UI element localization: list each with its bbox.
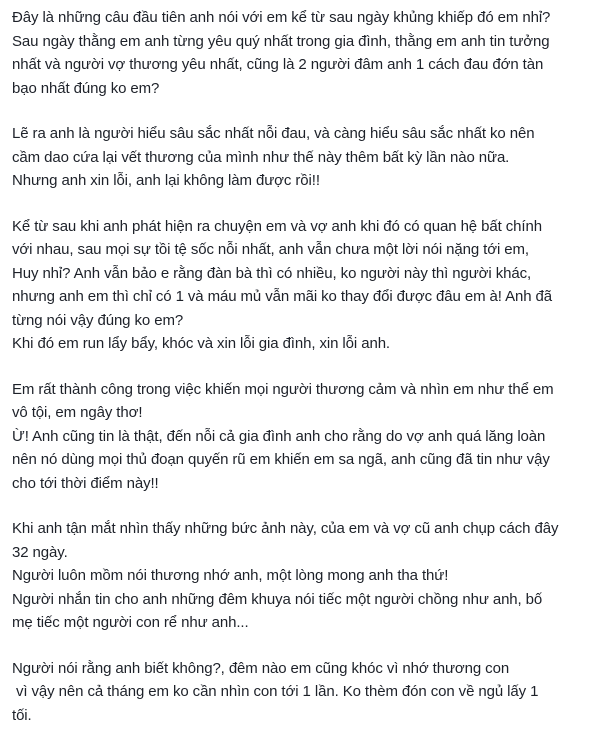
text-line: vì vậy nên cả tháng em ko cần nhìn con tới 1 lần. Ko thèm đón con về ngủ lấy 1: [16, 683, 539, 700]
text-line: từng nói vậy đúng ko em?: [12, 311, 184, 329]
text-line: Em rất thành công trong việc khiến mọi người thương cảm và nhìn em như thể em: [12, 380, 554, 398]
post-body-text: [12, 6, 596, 749]
paragraph-5: [12, 517, 596, 635]
text-line: Huy nhỉ? Anh vẫn bảo e rằng đàn bà thì có nhiều, ko người này thì người khác,: [12, 264, 532, 282]
text-line: Kể từ sau khi anh phát hiện ra chuyện em và vợ anh khi đó có quan hệ bất chính: [12, 217, 542, 235]
paragraph-4: [12, 378, 596, 496]
text-line: với nhau, sau mọi sự tồi tệ sốc nỗi nhất, anh vẫn chưa một lời nói nặng tới em,: [12, 241, 529, 258]
text-line: Đây là những câu đầu tiên anh nói với em kể từ sau ngày khủng khiếp đó em nhỉ?: [12, 9, 551, 26]
text-line: Ừ! Anh cũng tin là thật, đến nỗi cả gia đình anh cho rằng do vợ anh quá lăng loàn: [12, 427, 546, 445]
text-line: Người luôn mồm nói thương nhớ anh, một lòng mong anh tha thứ!: [12, 567, 449, 584]
text-line: cho tới thời điểm này!!: [12, 474, 159, 492]
text-line: Người nói rằng anh biết không?, đêm nào em cũng khóc vì nhớ thương con: [12, 659, 510, 677]
text-line: mẹ tiếc một người con rể như anh...: [12, 614, 249, 631]
paragraph-2: [12, 122, 596, 193]
text-line: Lẽ ra anh là người hiểu sâu sắc nhất nỗi đau, và càng hiểu sâu sắc nhất ko nên: [12, 125, 535, 142]
text-line: tối.: [12, 706, 32, 724]
text-line: Sau ngày thằng em anh từng yêu quý nhất trong gia đình, thằng em anh tin tưởng: [12, 32, 550, 50]
text-line: cầm dao cứa lại vết thương của mình như thế này thêm bất kỳ lần nào nữa.: [12, 148, 510, 166]
text-line: bạo nhất đúng ko em?: [12, 79, 160, 97]
text-line: Nhưng anh xin lỗi, anh lại không làm được rồi!!: [12, 172, 320, 189]
paragraph-1: [12, 6, 596, 100]
text-line: 32 ngày.: [12, 543, 68, 561]
text-line: nhưng anh em thì chỉ có 1 và máu mủ vẫn mãi ko thay đổi được đâu em à! Anh đã: [12, 288, 553, 305]
paragraph-6: [12, 657, 596, 728]
text-line: Người nhắn tin cho anh những đêm khuya nói tiếc một người chồng như anh, bố: [12, 590, 543, 608]
paragraph-3: [12, 215, 596, 356]
text-line: Khi anh tận mắt nhìn thấy những bức ảnh này, của em và vợ cũ anh chụp cách đây: [12, 520, 559, 537]
text-line: nên nó dùng mọi thủ đoạn quyến rũ em khiến em sa ngã, anh cũng đã tin như vậy: [12, 451, 550, 468]
text-line: Khi đó em run lẩy bẩy, khóc và xin lỗi gia đình, xin lỗi anh.: [12, 335, 391, 352]
text-line: nhất và người vợ thương yêu nhất, cũng là 2 người đâm anh 1 cách đau đớn tàn: [12, 56, 544, 73]
text-line: vô tội, em ngây thơ!: [12, 404, 143, 421]
